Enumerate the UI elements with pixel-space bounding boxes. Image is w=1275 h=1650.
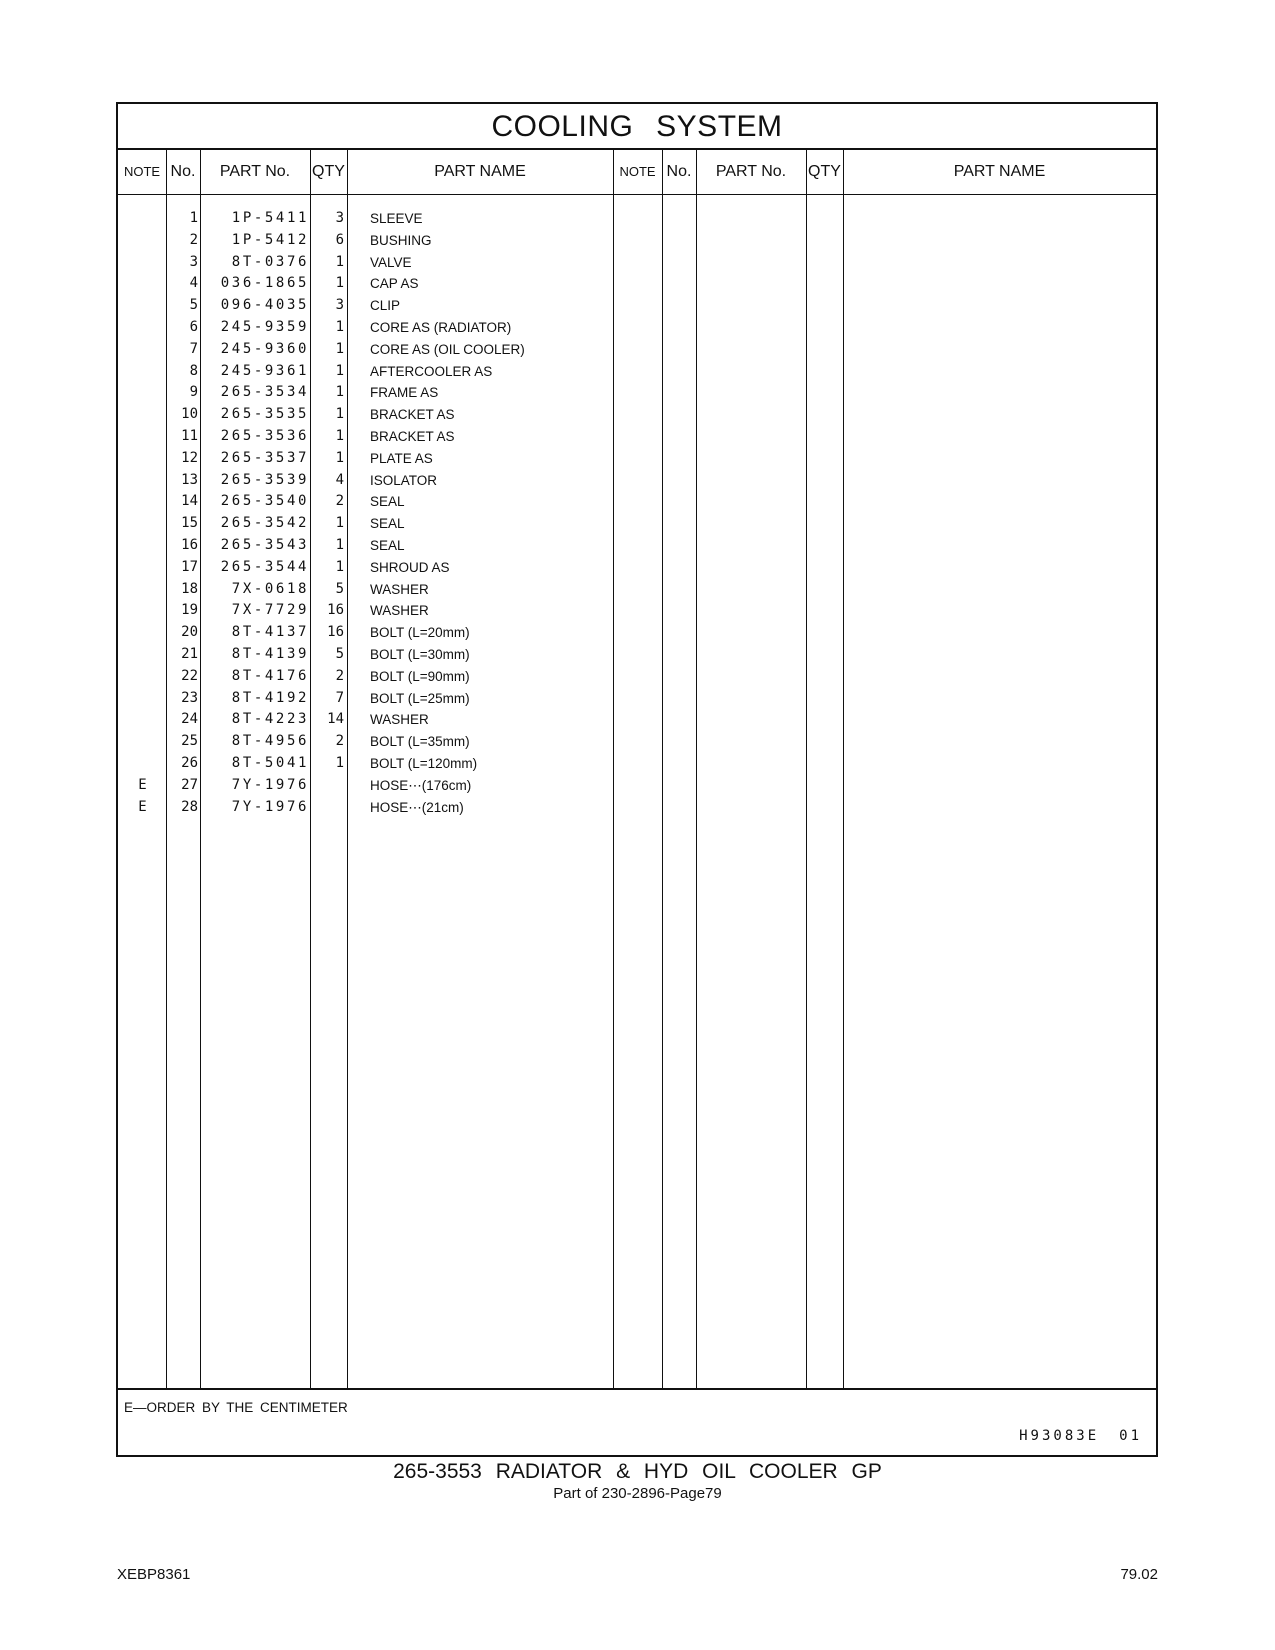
document-id: XEBP8361 bbox=[117, 1566, 191, 1583]
row-part-name: AFTERCOOLER AS bbox=[370, 363, 493, 379]
row-part-name: SEAL bbox=[370, 516, 405, 532]
row-number: 24 bbox=[181, 711, 198, 728]
table-row bbox=[118, 230, 1156, 252]
row-qty: 5 bbox=[335, 580, 344, 597]
table-row bbox=[118, 622, 1156, 644]
row-part-number: 8T-4176 bbox=[231, 667, 309, 684]
row-number: 11 bbox=[181, 427, 198, 444]
row-number: 22 bbox=[181, 667, 198, 684]
row-qty: 7 bbox=[335, 689, 344, 706]
row-part-name: SEAL bbox=[370, 537, 405, 553]
row-number: 19 bbox=[181, 602, 198, 619]
row-number: 4 bbox=[189, 275, 198, 292]
table-row bbox=[118, 208, 1156, 230]
row-part-number: 265-3543 bbox=[220, 536, 309, 553]
row-number: 17 bbox=[181, 558, 198, 575]
row-part-number: 245-9360 bbox=[220, 340, 309, 357]
table-row bbox=[118, 513, 1156, 535]
row-note: E bbox=[138, 776, 147, 793]
row-part-number: 265-3540 bbox=[220, 493, 309, 510]
table-row bbox=[118, 666, 1156, 688]
row-qty: 1 bbox=[335, 253, 344, 270]
table-row bbox=[118, 797, 1156, 819]
row-part-name: BOLT (L=20mm) bbox=[370, 625, 470, 641]
row-qty: 1 bbox=[335, 406, 344, 423]
table-row bbox=[118, 339, 1156, 361]
row-qty: 1 bbox=[335, 384, 344, 401]
row-qty: 5 bbox=[335, 645, 344, 662]
row-number: 28 bbox=[181, 798, 198, 815]
row-number: 16 bbox=[181, 536, 198, 553]
header-part-name-left: PART NAME bbox=[434, 163, 526, 180]
table-row bbox=[118, 295, 1156, 317]
table-row bbox=[118, 731, 1156, 753]
row-qty: 2 bbox=[335, 667, 344, 684]
group-caption: 265-3553 RADIATOR & HYD OIL COOLER GP bbox=[393, 1460, 882, 1483]
row-number: 23 bbox=[181, 689, 198, 706]
row-number: 27 bbox=[181, 776, 198, 793]
row-part-name: VALVE bbox=[370, 254, 412, 270]
row-part-name: BOLT (L=25mm) bbox=[370, 690, 470, 706]
row-part-number: 8T-4223 bbox=[231, 711, 309, 728]
row-number: 14 bbox=[181, 493, 198, 510]
row-qty: 1 bbox=[335, 318, 344, 335]
group-subcaption: Part of 230-2896-Page79 bbox=[553, 1485, 722, 1502]
header-divider bbox=[118, 194, 1156, 195]
row-number: 26 bbox=[181, 754, 198, 771]
row-part-number: 036-1865 bbox=[220, 275, 309, 292]
row-part-number: 245-9359 bbox=[220, 318, 309, 335]
table-row bbox=[118, 709, 1156, 731]
row-part-name: HOSE⋯(21cm) bbox=[370, 799, 464, 815]
header-note-right: NOTE bbox=[619, 164, 656, 179]
row-part-number: 265-3542 bbox=[220, 515, 309, 532]
row-number: 25 bbox=[181, 733, 198, 750]
table-row bbox=[118, 688, 1156, 710]
row-qty: 1 bbox=[335, 754, 344, 771]
row-part-number: 8T-4139 bbox=[231, 645, 309, 662]
drawing-code-id: H93083E bbox=[1019, 1428, 1100, 1444]
row-part-name: CORE AS (OIL COOLER) bbox=[370, 341, 525, 357]
row-qty: 1 bbox=[335, 515, 344, 532]
row-part-name: SLEEVE bbox=[370, 211, 423, 226]
row-part-name: BRACKET AS bbox=[370, 428, 455, 444]
row-qty: 1 bbox=[335, 362, 344, 379]
row-part-number: 1P-5412 bbox=[231, 231, 309, 248]
row-part-name: BRACKET AS bbox=[370, 407, 455, 423]
table-row bbox=[118, 579, 1156, 601]
row-part-name: PLATE AS bbox=[370, 450, 433, 466]
page-title: COOLING SYSTEM bbox=[118, 104, 1156, 150]
page-number: 79.02 bbox=[1120, 1566, 1158, 1583]
row-qty: 3 bbox=[335, 210, 344, 226]
table-row bbox=[118, 600, 1156, 622]
row-part-number: 265-3536 bbox=[220, 427, 309, 444]
table-row bbox=[118, 775, 1156, 797]
row-part-number: 1P-5411 bbox=[231, 210, 309, 226]
row-number: 8 bbox=[189, 362, 198, 379]
table-row bbox=[118, 470, 1156, 492]
table-row bbox=[118, 535, 1156, 557]
table-row bbox=[118, 448, 1156, 470]
row-qty: 4 bbox=[335, 471, 344, 488]
row-part-number: 7X-0618 bbox=[231, 580, 309, 597]
row-qty: 16 bbox=[327, 602, 344, 619]
row-number: 5 bbox=[189, 297, 198, 314]
row-number: 12 bbox=[181, 449, 198, 466]
row-part-number: 265-3535 bbox=[220, 406, 309, 423]
row-number: 20 bbox=[181, 624, 198, 641]
row-part-name: BOLT (L=120mm) bbox=[370, 755, 478, 771]
row-part-name: CORE AS (RADIATOR) bbox=[370, 319, 512, 335]
row-part-number: 096-4035 bbox=[220, 297, 309, 314]
row-qty: 6 bbox=[335, 231, 344, 248]
row-qty: 1 bbox=[335, 275, 344, 292]
row-number: 21 bbox=[181, 645, 198, 662]
row-qty: 1 bbox=[335, 536, 344, 553]
row-number: 7 bbox=[189, 340, 198, 357]
table-row bbox=[118, 753, 1156, 775]
row-number: 18 bbox=[181, 580, 198, 597]
row-part-number: 265-3534 bbox=[220, 384, 309, 401]
table-row bbox=[118, 382, 1156, 404]
parts-list-frame bbox=[116, 102, 1158, 1457]
table-row bbox=[118, 426, 1156, 448]
row-part-number: 245-9361 bbox=[220, 362, 309, 379]
header-note-left: NOTE bbox=[123, 164, 161, 179]
row-number: 13 bbox=[181, 471, 198, 488]
row-qty: 14 bbox=[327, 711, 344, 728]
row-note: E bbox=[138, 798, 147, 815]
row-part-name: CAP AS bbox=[370, 276, 419, 292]
row-part-name: WASHER bbox=[370, 603, 429, 619]
row-part-number: 8T-4956 bbox=[231, 733, 309, 750]
table-bottom-divider bbox=[118, 1388, 1156, 1390]
header-part-name-right: PART NAME bbox=[953, 163, 1046, 180]
row-part-name: BOLT (L=35mm) bbox=[370, 734, 470, 750]
header-no-left: No. bbox=[170, 163, 196, 180]
row-qty: 2 bbox=[335, 733, 344, 750]
row-part-name: SEAL bbox=[370, 494, 405, 510]
row-part-number: 7Y-1976 bbox=[231, 776, 309, 793]
row-number: 2 bbox=[189, 231, 198, 248]
footnote: E—ORDER BY THE CENTIMETER bbox=[124, 1400, 348, 1415]
row-qty: 1 bbox=[335, 340, 344, 357]
row-part-name: WASHER bbox=[370, 581, 429, 597]
table-row bbox=[118, 361, 1156, 383]
header-qty-right: QTY bbox=[808, 163, 841, 180]
row-qty: 16 bbox=[327, 624, 344, 641]
table-row bbox=[118, 491, 1156, 513]
row-number: 15 bbox=[181, 515, 198, 532]
table-row bbox=[118, 644, 1156, 666]
row-part-number: 265-3537 bbox=[220, 449, 309, 466]
row-part-name: CLIP bbox=[370, 298, 401, 314]
header-no-right: No. bbox=[666, 163, 692, 180]
row-part-number: 265-3544 bbox=[220, 558, 309, 575]
table-row bbox=[118, 557, 1156, 579]
row-number: 6 bbox=[189, 318, 198, 335]
row-part-number: 265-3539 bbox=[220, 471, 309, 488]
table-row bbox=[118, 317, 1156, 339]
row-part-name: BUSHING bbox=[370, 232, 432, 248]
row-part-name: BOLT (L=90mm) bbox=[370, 668, 470, 684]
header-qty-left: QTY bbox=[312, 163, 345, 180]
drawing-code-rev: 01 bbox=[1119, 1428, 1142, 1444]
row-part-number: 8T-4137 bbox=[231, 624, 309, 641]
row-number: 10 bbox=[181, 406, 198, 423]
row-qty: 1 bbox=[335, 558, 344, 575]
table-row bbox=[118, 273, 1156, 295]
parts-table-body bbox=[118, 208, 1156, 818]
row-qty: 1 bbox=[335, 449, 344, 466]
row-qty: 2 bbox=[335, 493, 344, 510]
row-part-name: SHROUD AS bbox=[370, 559, 450, 575]
row-part-number: 8T-5041 bbox=[231, 754, 309, 771]
header-part-no-left: PART No. bbox=[219, 163, 291, 180]
table-row bbox=[118, 252, 1156, 274]
row-part-number: 8T-4192 bbox=[231, 689, 309, 706]
row-qty: 3 bbox=[335, 297, 344, 314]
row-part-name: HOSE⋯(176cm) bbox=[370, 777, 472, 793]
header-part-no-right: PART No. bbox=[715, 163, 787, 180]
row-number: 3 bbox=[189, 253, 198, 270]
row-part-number: 8T-0376 bbox=[231, 253, 309, 270]
row-number: 1 bbox=[189, 210, 198, 226]
row-part-name: ISOLATOR bbox=[370, 472, 438, 488]
drawing-code bbox=[1019, 1428, 1142, 1444]
row-part-number: 7X-7729 bbox=[231, 602, 309, 619]
row-qty: 1 bbox=[335, 427, 344, 444]
row-part-number: 7Y-1976 bbox=[231, 798, 309, 815]
row-part-name: FRAME AS bbox=[370, 385, 439, 401]
row-part-name: BOLT (L=30mm) bbox=[370, 646, 470, 662]
row-part-name: WASHER bbox=[370, 712, 429, 728]
row-number: 9 bbox=[189, 384, 198, 401]
table-row bbox=[118, 404, 1156, 426]
